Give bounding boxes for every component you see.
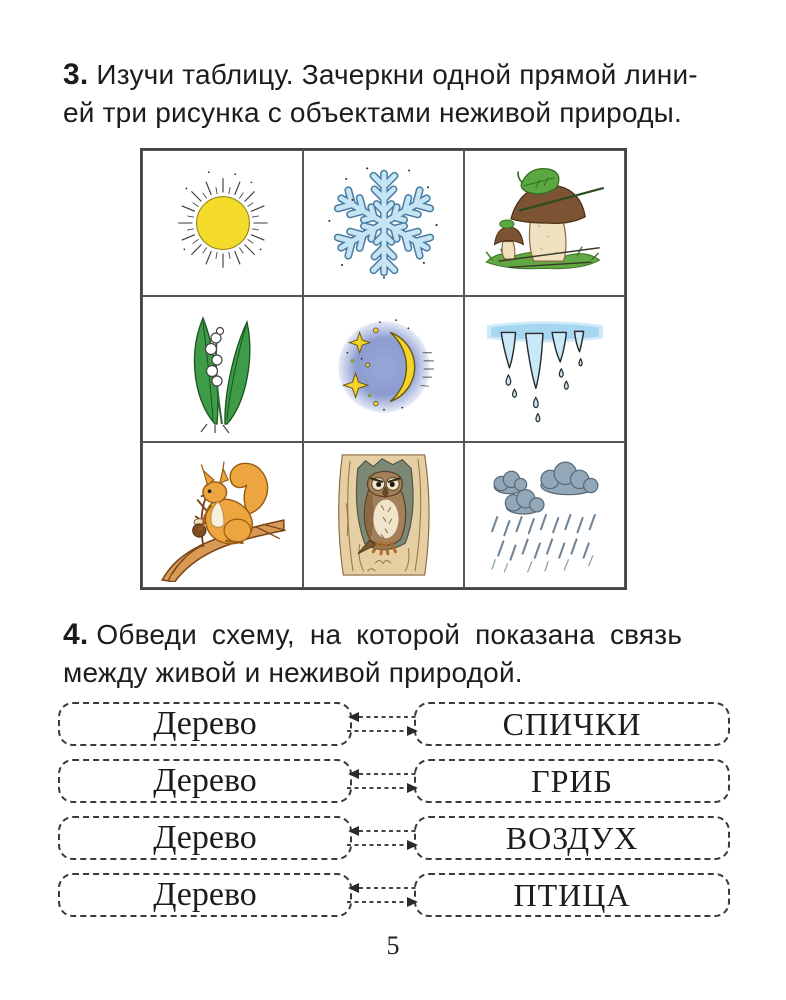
task4-heading	[0, 590, 786, 692]
double-arrow-icon	[345, 702, 421, 746]
page-number: 5	[386, 931, 400, 960]
scheme-list	[58, 702, 786, 917]
mushroom-icon	[478, 161, 612, 285]
icicles-icon	[478, 308, 612, 430]
scheme-box-tree-1[interactable]	[58, 702, 352, 746]
table-cell-mushroom[interactable]	[464, 150, 625, 296]
scheme-right-label: ВОЗДУХ	[505, 819, 639, 856]
table-cell-moon[interactable]	[303, 296, 464, 442]
table-cell-squirrel[interactable]	[142, 442, 303, 588]
moon-icon	[323, 308, 445, 430]
scheme-right-label: ПТИЦА	[513, 876, 631, 913]
task3-heading	[0, 0, 786, 132]
scheme-right-label: ГРИБ	[531, 762, 613, 799]
task3-text-line2: ей три рисунка с объектами неживой природы.	[63, 97, 682, 128]
table-cell-rain[interactable]	[464, 442, 625, 588]
scheme-left-label: Дерево	[153, 705, 257, 742]
owl-icon	[321, 448, 447, 582]
task4-number: 4.	[63, 618, 89, 651]
table-cell-snowflake[interactable]	[303, 150, 464, 296]
scheme-box-matches[interactable]	[414, 702, 730, 746]
scheme-left-label: Дерево	[153, 819, 257, 856]
scheme-left-label: Дерево	[153, 762, 257, 799]
task3-text-line1: Изучи таблицу. Зачеркни одной прямой лини-	[96, 59, 698, 90]
scheme-row-air	[58, 816, 786, 860]
task4-text-line1: Обведи схему, на которой показана связь	[96, 619, 683, 650]
scheme-box-air[interactable]	[414, 816, 730, 860]
double-arrow-icon	[345, 816, 421, 860]
table-cell-lily[interactable]	[142, 296, 303, 442]
sun-icon	[160, 160, 286, 286]
lily-of-the-valley-icon	[163, 304, 283, 434]
task3-number: 3.	[63, 58, 89, 91]
scheme-left-label: Дерево	[153, 876, 257, 913]
scheme-box-tree-4[interactable]	[58, 873, 352, 917]
scheme-row-bird	[58, 873, 786, 917]
table-cell-icicles[interactable]	[464, 296, 625, 442]
scheme-right-label: СПИЧКИ	[502, 705, 642, 742]
snowflake-icon	[321, 160, 447, 286]
table-cell-sun[interactable]	[142, 150, 303, 296]
scheme-box-mushroom[interactable]	[414, 759, 730, 803]
scheme-box-tree-3[interactable]	[58, 816, 352, 860]
rain-clouds-icon	[478, 454, 612, 576]
scheme-row-matches	[58, 702, 786, 746]
scheme-box-bird[interactable]	[414, 873, 730, 917]
scheme-box-tree-2[interactable]	[58, 759, 352, 803]
scheme-row-mushroom	[58, 759, 786, 803]
table-cell-owl[interactable]	[303, 442, 464, 588]
double-arrow-icon	[345, 873, 421, 917]
nature-picture-table	[140, 148, 627, 590]
double-arrow-icon	[345, 759, 421, 803]
squirrel-icon	[156, 448, 290, 582]
task4-text-line2: между живой и неживой природой.	[63, 657, 523, 688]
